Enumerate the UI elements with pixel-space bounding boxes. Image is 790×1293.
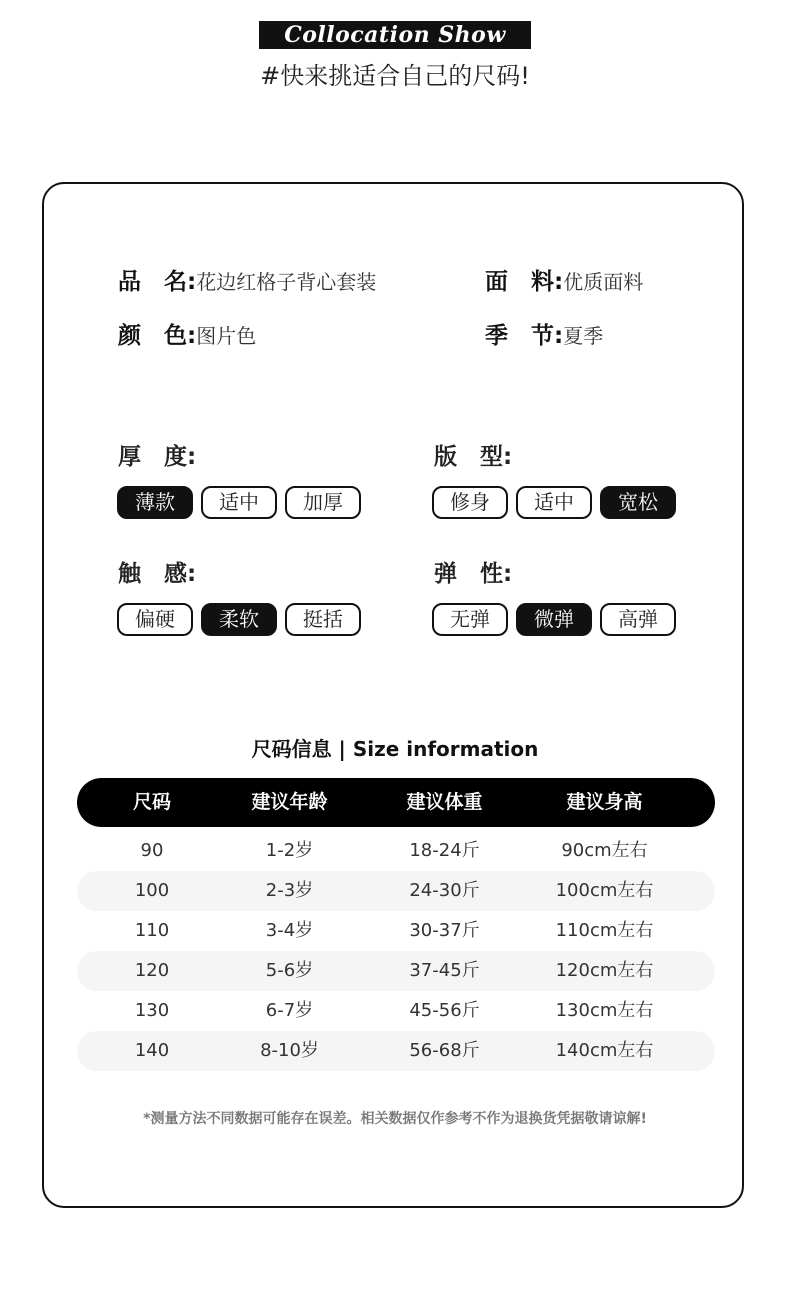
season-value: 夏季 [563,324,604,348]
cell-size: 90 [140,840,164,861]
table-row [77,831,715,871]
season-row [485,322,603,350]
thickness-options [117,486,361,519]
measurement-disclaimer: *测量方法不同数据可能存在误差。相关数据仅作参考不作为退换货凭据敬请谅解! [143,1111,647,1127]
cell-height: 110cm左右 [555,920,654,941]
touch-option-crisp[interactable]: 挺括 [285,603,361,636]
product-name-row [118,268,376,296]
product-name-value: 花边红格子背心套装 [196,270,377,294]
cell-height: 90cm左右 [561,840,648,861]
size-info-title: 尺码信息 | Size information [251,737,539,761]
cell-height: 100cm左右 [555,880,654,901]
thickness-option-thin[interactable]: 薄款 [117,486,193,519]
page-subtitle: #快来挑适合自己的尺码! [260,62,530,90]
cell-weight: 56-68斤 [409,1040,480,1061]
table-row [77,991,715,1031]
fit-option-loose[interactable]: 宽松 [600,486,676,519]
cell-size: 130 [134,1000,170,1021]
fit-option-slim[interactable]: 修身 [432,486,508,519]
elasticity-title: 弹 性: [434,561,513,587]
header-size: 尺码 [132,791,171,813]
table-row [77,951,715,991]
collocation-show-banner: Collocation Show [259,21,531,49]
cell-height: 120cm左右 [555,960,654,981]
fabric-row [485,268,643,296]
cell-weight: 18-24斤 [409,840,480,861]
cell-height: 140cm左右 [555,1040,654,1061]
cell-weight: 37-45斤 [409,960,480,981]
table-row [77,911,715,951]
fabric-label: 面 料: [485,269,564,295]
header-age: 建议年龄 [251,791,328,813]
cell-age: 2-3岁 [265,880,314,901]
color-label: 颜 色: [118,323,197,349]
cell-weight: 45-56斤 [409,1000,480,1021]
cell-size: 140 [134,1040,170,1061]
cell-age: 6-7岁 [265,1000,314,1021]
elasticity-option-high[interactable]: 高弹 [600,603,676,636]
cell-weight: 30-37斤 [409,920,480,941]
fit-options [432,486,676,519]
product-name-label: 品 名: [118,269,197,295]
size-table-header [77,778,715,827]
cell-size: 120 [134,960,170,981]
season-label: 季 节: [485,323,564,349]
touch-option-soft[interactable]: 柔软 [201,603,277,636]
color-value: 图片色 [196,324,257,348]
thickness-title: 厚 度: [118,444,197,470]
color-row [118,322,256,350]
elasticity-option-slight[interactable]: 微弹 [516,603,592,636]
cell-size: 110 [134,920,170,941]
thickness-option-medium[interactable]: 适中 [201,486,277,519]
cell-age: 5-6岁 [265,960,314,981]
cell-age: 8-10岁 [260,1040,319,1061]
cell-height: 130cm左右 [555,1000,654,1021]
touch-title: 触 感: [118,561,197,587]
elasticity-options [432,603,676,636]
touch-options [117,603,361,636]
thickness-option-thick[interactable]: 加厚 [285,486,361,519]
header-weight: 建议体重 [406,791,483,813]
table-row [77,1031,715,1071]
fit-title: 版 型: [434,444,513,470]
table-row [77,871,715,911]
fit-option-regular[interactable]: 适中 [516,486,592,519]
touch-option-firm[interactable]: 偏硬 [117,603,193,636]
fabric-value: 优质面料 [563,270,644,294]
elasticity-option-none[interactable]: 无弹 [432,603,508,636]
cell-size: 100 [134,880,170,901]
cell-age: 1-2岁 [265,840,314,861]
cell-weight: 24-30斤 [409,880,480,901]
header-height: 建议身高 [566,791,643,813]
cell-age: 3-4岁 [265,920,314,941]
